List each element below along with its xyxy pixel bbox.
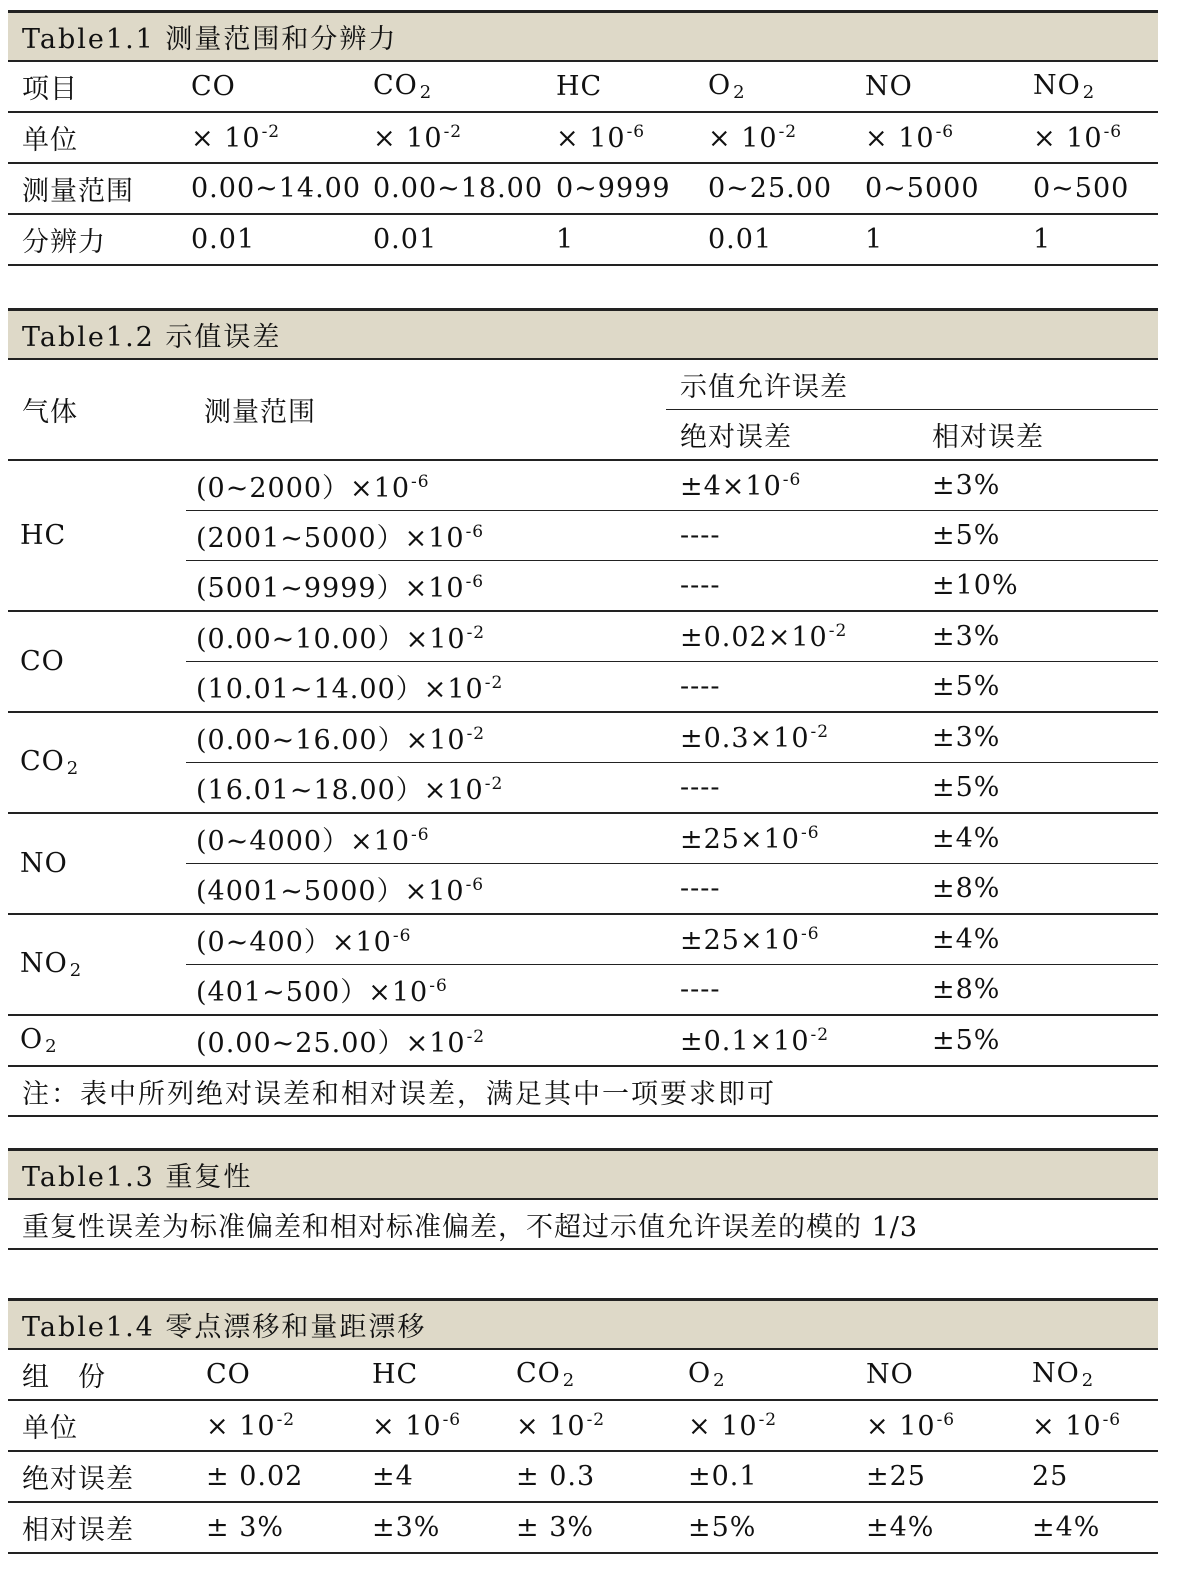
cell-value: × 10: [516, 1410, 586, 1442]
t1-cell: [851, 62, 1019, 112]
range-cell: [186, 813, 666, 864]
table-1-2: [8, 308, 1158, 1117]
cell-value: CO: [191, 71, 236, 102]
t1-row-label: 分辨力: [8, 214, 177, 265]
range-cell: [186, 1015, 666, 1066]
gas-name: [8, 914, 186, 1015]
relative-error-cell: [918, 864, 1158, 915]
t4-cell: [358, 1400, 502, 1451]
cell-value: 0.01: [373, 224, 438, 255]
cell-value: × 10: [865, 122, 935, 154]
cell-value: NO: [866, 1359, 914, 1390]
range-value: (0~2000）×10: [196, 473, 411, 504]
absolute-error-cell: [666, 511, 918, 561]
absolute-error-value: ±25×10: [680, 924, 800, 956]
range-cell: [186, 561, 666, 612]
t1-cell: [851, 112, 1019, 163]
cell-value: × 10: [556, 122, 626, 154]
t1-cell: [177, 62, 359, 112]
range-cell: [186, 511, 666, 561]
absolute-error-cell: [666, 611, 918, 662]
cell-superscript: -2: [758, 1409, 778, 1430]
absolute-error-value: ±0.02×10: [680, 621, 828, 653]
gas-name: [8, 611, 186, 712]
t4-cell: [674, 1451, 852, 1502]
range-superscript: -2: [484, 774, 504, 794]
range-superscript: -6: [429, 976, 448, 996]
range-superscript: -2: [466, 1027, 486, 1047]
absolute-error-superscript: -6: [800, 923, 820, 944]
t4-cell: [852, 1502, 1018, 1553]
cell-value: 0.01: [708, 224, 773, 255]
cell-value: ±5%: [688, 1512, 757, 1543]
range-value: (401~500）×10: [196, 977, 429, 1008]
cell-value: ± 0.3: [516, 1461, 596, 1492]
cell-value: × 10: [191, 122, 261, 154]
t1-row-label: 项目: [8, 62, 177, 112]
cell-value: 0.00~18.00: [373, 173, 544, 204]
absolute-error-cell: [666, 813, 918, 864]
relative-error-cell: [918, 813, 1158, 864]
t4-row-label: 单位: [8, 1400, 192, 1451]
cell-value: × 10: [708, 122, 778, 154]
relative-error-value: ±3%: [932, 621, 1001, 652]
table-1-3-text: 重复性误差为标准偏差和相对标准偏差，不超过示值允许误差的模的 1/3: [8, 1200, 1158, 1250]
range-superscript: -6: [465, 522, 485, 542]
cell-superscript: -6: [1103, 121, 1123, 142]
relative-error-value: ±5%: [932, 1025, 1001, 1056]
t4-row-label: 组 份: [8, 1350, 192, 1400]
t1-cell: [177, 163, 362, 214]
t1-cell: [1019, 62, 1158, 112]
absolute-error-superscript: -2: [810, 1024, 830, 1045]
cell-value: × 10: [1032, 1410, 1102, 1442]
cell-value: 0~25.00: [708, 173, 833, 204]
cell-value: CO: [373, 70, 418, 101]
range-cell: [186, 965, 666, 1016]
table-1-1-grid: [8, 62, 1158, 266]
relative-error-cell: [918, 511, 1158, 561]
range-value: (0.00~10.00）×10: [196, 624, 466, 655]
t1-cell: [359, 62, 542, 112]
t4-cell: [192, 1502, 358, 1553]
range-cell: [186, 611, 666, 662]
cell-superscript: -6: [442, 1409, 462, 1430]
t4-cell: [852, 1451, 1018, 1502]
table-row: [8, 1015, 1158, 1066]
cell-value: ±0.1: [688, 1461, 758, 1492]
cell-value: HC: [372, 1359, 419, 1390]
table-row: [8, 1502, 1158, 1553]
absolute-error-value: ±0.3×10: [680, 722, 810, 754]
absolute-error-superscript: -6: [800, 822, 820, 843]
cell-value: O: [688, 1358, 712, 1389]
range-value: (0.00~16.00）×10: [196, 725, 466, 756]
relative-error-value: ±4%: [932, 924, 1001, 955]
cell-superscript: -6: [936, 1409, 956, 1430]
range-value: (0~4000）×10: [196, 826, 411, 857]
absolute-error-value: ±0.1×10: [680, 1025, 810, 1057]
range-value: (10.01~14.00）×10: [196, 674, 484, 705]
gas-name: [8, 460, 186, 611]
t4-cell: [674, 1502, 852, 1553]
t1-cell: [542, 214, 694, 265]
range-superscript: -2: [484, 673, 504, 693]
table-row: [8, 1400, 1158, 1451]
absolute-error-cell: [666, 460, 918, 511]
cell-value: CO: [206, 1359, 251, 1390]
absolute-error-cell: [666, 864, 918, 915]
relative-error-value: ±5%: [932, 671, 1001, 702]
absolute-error-value: ±4×10: [680, 470, 782, 502]
range-superscript: -6: [465, 572, 485, 592]
range-superscript: -2: [466, 623, 486, 643]
gas-subscript: 2: [69, 960, 83, 981]
cell-value: × 10: [1033, 122, 1103, 154]
absolute-error-superscript: -6: [782, 469, 802, 490]
t4-cell: [674, 1350, 852, 1400]
gas-name: [8, 813, 186, 914]
absolute-error-cell: [666, 1015, 918, 1066]
absolute-error-value: ----: [680, 520, 721, 551]
range-cell: [186, 763, 666, 814]
absolute-error-value: ±25×10: [680, 823, 800, 855]
cell-value: ±4%: [866, 1512, 935, 1543]
absolute-error-cell: [666, 763, 918, 814]
t1-cell: [694, 214, 851, 265]
cell-value: 1: [556, 224, 575, 255]
header-gas: 气体: [8, 360, 186, 460]
cell-value: ±4%: [1032, 1512, 1101, 1543]
relative-error-cell: [918, 914, 1158, 965]
absolute-error-value: ----: [680, 671, 721, 702]
cell-subscript: 2: [562, 1370, 576, 1391]
cell-value: 0~500: [1033, 173, 1130, 204]
t1-cell: [177, 112, 359, 163]
t1-cell: [694, 112, 851, 163]
t4-cell: [192, 1400, 358, 1451]
table-1-3: [8, 1148, 1158, 1250]
table-row: [8, 813, 1158, 864]
header-absolute-error: 绝对误差: [666, 410, 918, 461]
cell-subscript: 2: [733, 82, 746, 103]
cell-value: 1: [1033, 224, 1052, 255]
cell-value: ± 0.02: [206, 1461, 304, 1492]
t1-cell: [359, 163, 542, 214]
cell-superscript: -2: [586, 1409, 606, 1430]
range-value: (0~400）×10: [196, 927, 392, 958]
t1-cell: [694, 62, 851, 112]
cell-superscript: -2: [443, 121, 463, 142]
relative-error-cell: [918, 763, 1158, 814]
absolute-error-value: ----: [680, 873, 721, 904]
cell-value: × 10: [688, 1410, 758, 1442]
relative-error-value: ±8%: [932, 974, 1001, 1005]
absolute-error-value: ----: [680, 570, 721, 601]
relative-error-value: ±3%: [932, 722, 1001, 753]
absolute-error-superscript: -2: [810, 721, 830, 742]
cell-value: NO: [1032, 1358, 1080, 1389]
t4-cell: [502, 1451, 674, 1502]
t4-row-label: 相对误差: [8, 1502, 192, 1553]
cell-superscript: -6: [1102, 1409, 1122, 1430]
absolute-error-cell: [666, 561, 918, 612]
cell-superscript: -6: [935, 121, 955, 142]
relative-error-value: ±5%: [932, 520, 1001, 551]
relative-error-cell: [918, 611, 1158, 662]
header-relative-error: 相对误差: [918, 410, 1158, 461]
absolute-error-cell: [666, 965, 918, 1016]
cell-subscript: 2: [419, 82, 433, 103]
cell-value: ±3%: [372, 1512, 441, 1543]
range-cell: [186, 914, 666, 965]
table-row: [8, 214, 1158, 265]
cell-value: × 10: [373, 122, 443, 154]
gas-subscript: 2: [45, 1036, 58, 1057]
absolute-error-superscript: -2: [828, 620, 848, 641]
range-value: (5001~9999）×10: [196, 573, 465, 604]
table-1-2-grid: [8, 360, 1158, 1067]
t1-cell: [1019, 112, 1158, 163]
t4-cell: [502, 1400, 674, 1451]
t1-cell: [851, 214, 1019, 265]
t4-cell: [1018, 1400, 1158, 1451]
t1-row-label: 测量范围: [8, 163, 177, 214]
cell-value: NO: [1033, 70, 1081, 101]
cell-value: × 10: [206, 1410, 276, 1442]
relative-error-value: ±4%: [932, 823, 1001, 854]
gas-label: O: [20, 1024, 44, 1055]
cell-value: ±25: [866, 1461, 926, 1492]
t1-cell: [359, 214, 542, 265]
cell-superscript: -2: [261, 121, 281, 142]
cell-value: × 10: [372, 1410, 442, 1442]
table-row: [8, 163, 1158, 214]
range-cell: [186, 460, 666, 511]
gas-subscript: 2: [66, 758, 80, 779]
t4-cell: [192, 1451, 358, 1502]
cell-value: ±4: [372, 1461, 414, 1492]
cell-value: 1: [865, 224, 884, 255]
table-1-2-note: 注：表中所列绝对误差和相对误差，满足其中一项要求即可: [8, 1067, 1158, 1117]
t1-cell: [542, 62, 694, 112]
range-value: (16.01~18.00）×10: [196, 775, 484, 806]
cell-value: 0~5000: [865, 173, 980, 204]
absolute-error-cell: [666, 662, 918, 713]
t4-cell: [852, 1350, 1018, 1400]
gas-label: HC: [20, 520, 67, 551]
cell-value: 0.00~14.00: [191, 173, 362, 204]
cell-value: 0~9999: [556, 173, 671, 204]
gas-label: CO: [20, 646, 65, 677]
table-1-4-grid: [8, 1350, 1158, 1554]
range-cell: [186, 712, 666, 763]
t1-cell: [542, 112, 694, 163]
header-range: 测量范围: [186, 360, 666, 460]
table-1-4-title: Table1.4 零点漂移和量距漂移: [8, 1298, 1158, 1350]
t1-cell: [542, 163, 694, 214]
gas-name: [8, 1015, 186, 1066]
cell-superscript: -2: [778, 121, 798, 142]
absolute-error-value: ----: [680, 772, 721, 803]
gas-label: CO: [20, 746, 65, 777]
table-1-4: [8, 1298, 1158, 1554]
range-superscript: -6: [411, 472, 430, 492]
table-1-3-title: Table1.3 重复性: [8, 1148, 1158, 1200]
cell-subscript: 2: [1082, 82, 1096, 103]
table-row: [8, 1350, 1158, 1400]
cell-subscript: 2: [713, 1370, 726, 1391]
table-row: [8, 62, 1158, 112]
relative-error-cell: [918, 561, 1158, 612]
table-row: [8, 1451, 1158, 1502]
cell-value: CO: [516, 1358, 561, 1389]
range-superscript: -2: [466, 724, 486, 744]
t1-cell: [851, 163, 1019, 214]
t4-cell: [358, 1451, 502, 1502]
cell-value: NO: [865, 71, 913, 102]
cell-value: O: [708, 70, 732, 101]
t1-row-label: 单位: [8, 112, 177, 163]
absolute-error-value: ----: [680, 974, 721, 1005]
range-superscript: -6: [392, 926, 412, 946]
t4-cell: [852, 1400, 1018, 1451]
t1-cell: [1019, 214, 1158, 265]
t4-row-label: 绝对误差: [8, 1451, 192, 1502]
cell-value: ± 3%: [206, 1512, 285, 1543]
range-superscript: -6: [465, 875, 485, 895]
cell-superscript: -6: [626, 121, 646, 142]
table-row: [8, 914, 1158, 965]
t1-cell: [694, 163, 851, 214]
table-1-1: [8, 10, 1158, 266]
relative-error-cell: [918, 460, 1158, 511]
gas-name: [8, 712, 186, 813]
t4-cell: [502, 1350, 674, 1400]
relative-error-cell: [918, 662, 1158, 713]
cell-value: HC: [556, 71, 603, 102]
table-row: [8, 112, 1158, 163]
t4-cell: [1018, 1451, 1158, 1502]
cell-subscript: 2: [1081, 1370, 1095, 1391]
relative-error-value: ±10%: [932, 570, 1019, 601]
t4-cell: [192, 1350, 358, 1400]
range-value: (4001~5000）×10: [196, 876, 465, 907]
range-value: (2001~5000）×10: [196, 523, 465, 554]
gas-label: NO: [20, 848, 68, 879]
range-cell: [186, 864, 666, 915]
range-value: (0.00~25.00）×10: [196, 1028, 466, 1059]
header-allowed-error: 示值允许误差: [666, 360, 1158, 410]
table-row: [8, 712, 1158, 763]
relative-error-cell: [918, 1015, 1158, 1066]
t1-cell: [359, 112, 542, 163]
table-1-1-title: Table1.1 测量范围和分辨力: [8, 10, 1158, 62]
t4-cell: [358, 1350, 502, 1400]
relative-error-value: ±8%: [932, 873, 1001, 904]
t4-cell: [1018, 1350, 1158, 1400]
absolute-error-cell: [666, 712, 918, 763]
t4-cell: [674, 1400, 852, 1451]
relative-error-value: ±3%: [932, 470, 1001, 501]
gas-label: NO: [20, 948, 68, 979]
relative-error-cell: [918, 712, 1158, 763]
cell-value: × 10: [866, 1410, 936, 1442]
t4-cell: [502, 1502, 674, 1553]
relative-error-value: ±5%: [932, 772, 1001, 803]
table-row: [8, 611, 1158, 662]
t1-cell: [177, 214, 359, 265]
cell-value: ± 3%: [516, 1512, 595, 1543]
table-1-2-title: Table1.2 示值误差: [8, 308, 1158, 360]
t4-cell: [1018, 1502, 1158, 1553]
absolute-error-cell: [666, 914, 918, 965]
cell-superscript: -2: [276, 1409, 296, 1430]
cell-value: 0.01: [191, 224, 256, 255]
table-row: [8, 460, 1158, 511]
cell-value: 25: [1032, 1461, 1069, 1492]
t4-cell: [358, 1502, 502, 1553]
range-superscript: -6: [411, 825, 430, 845]
relative-error-cell: [918, 965, 1158, 1016]
range-cell: [186, 662, 666, 713]
t1-cell: [1019, 163, 1158, 214]
